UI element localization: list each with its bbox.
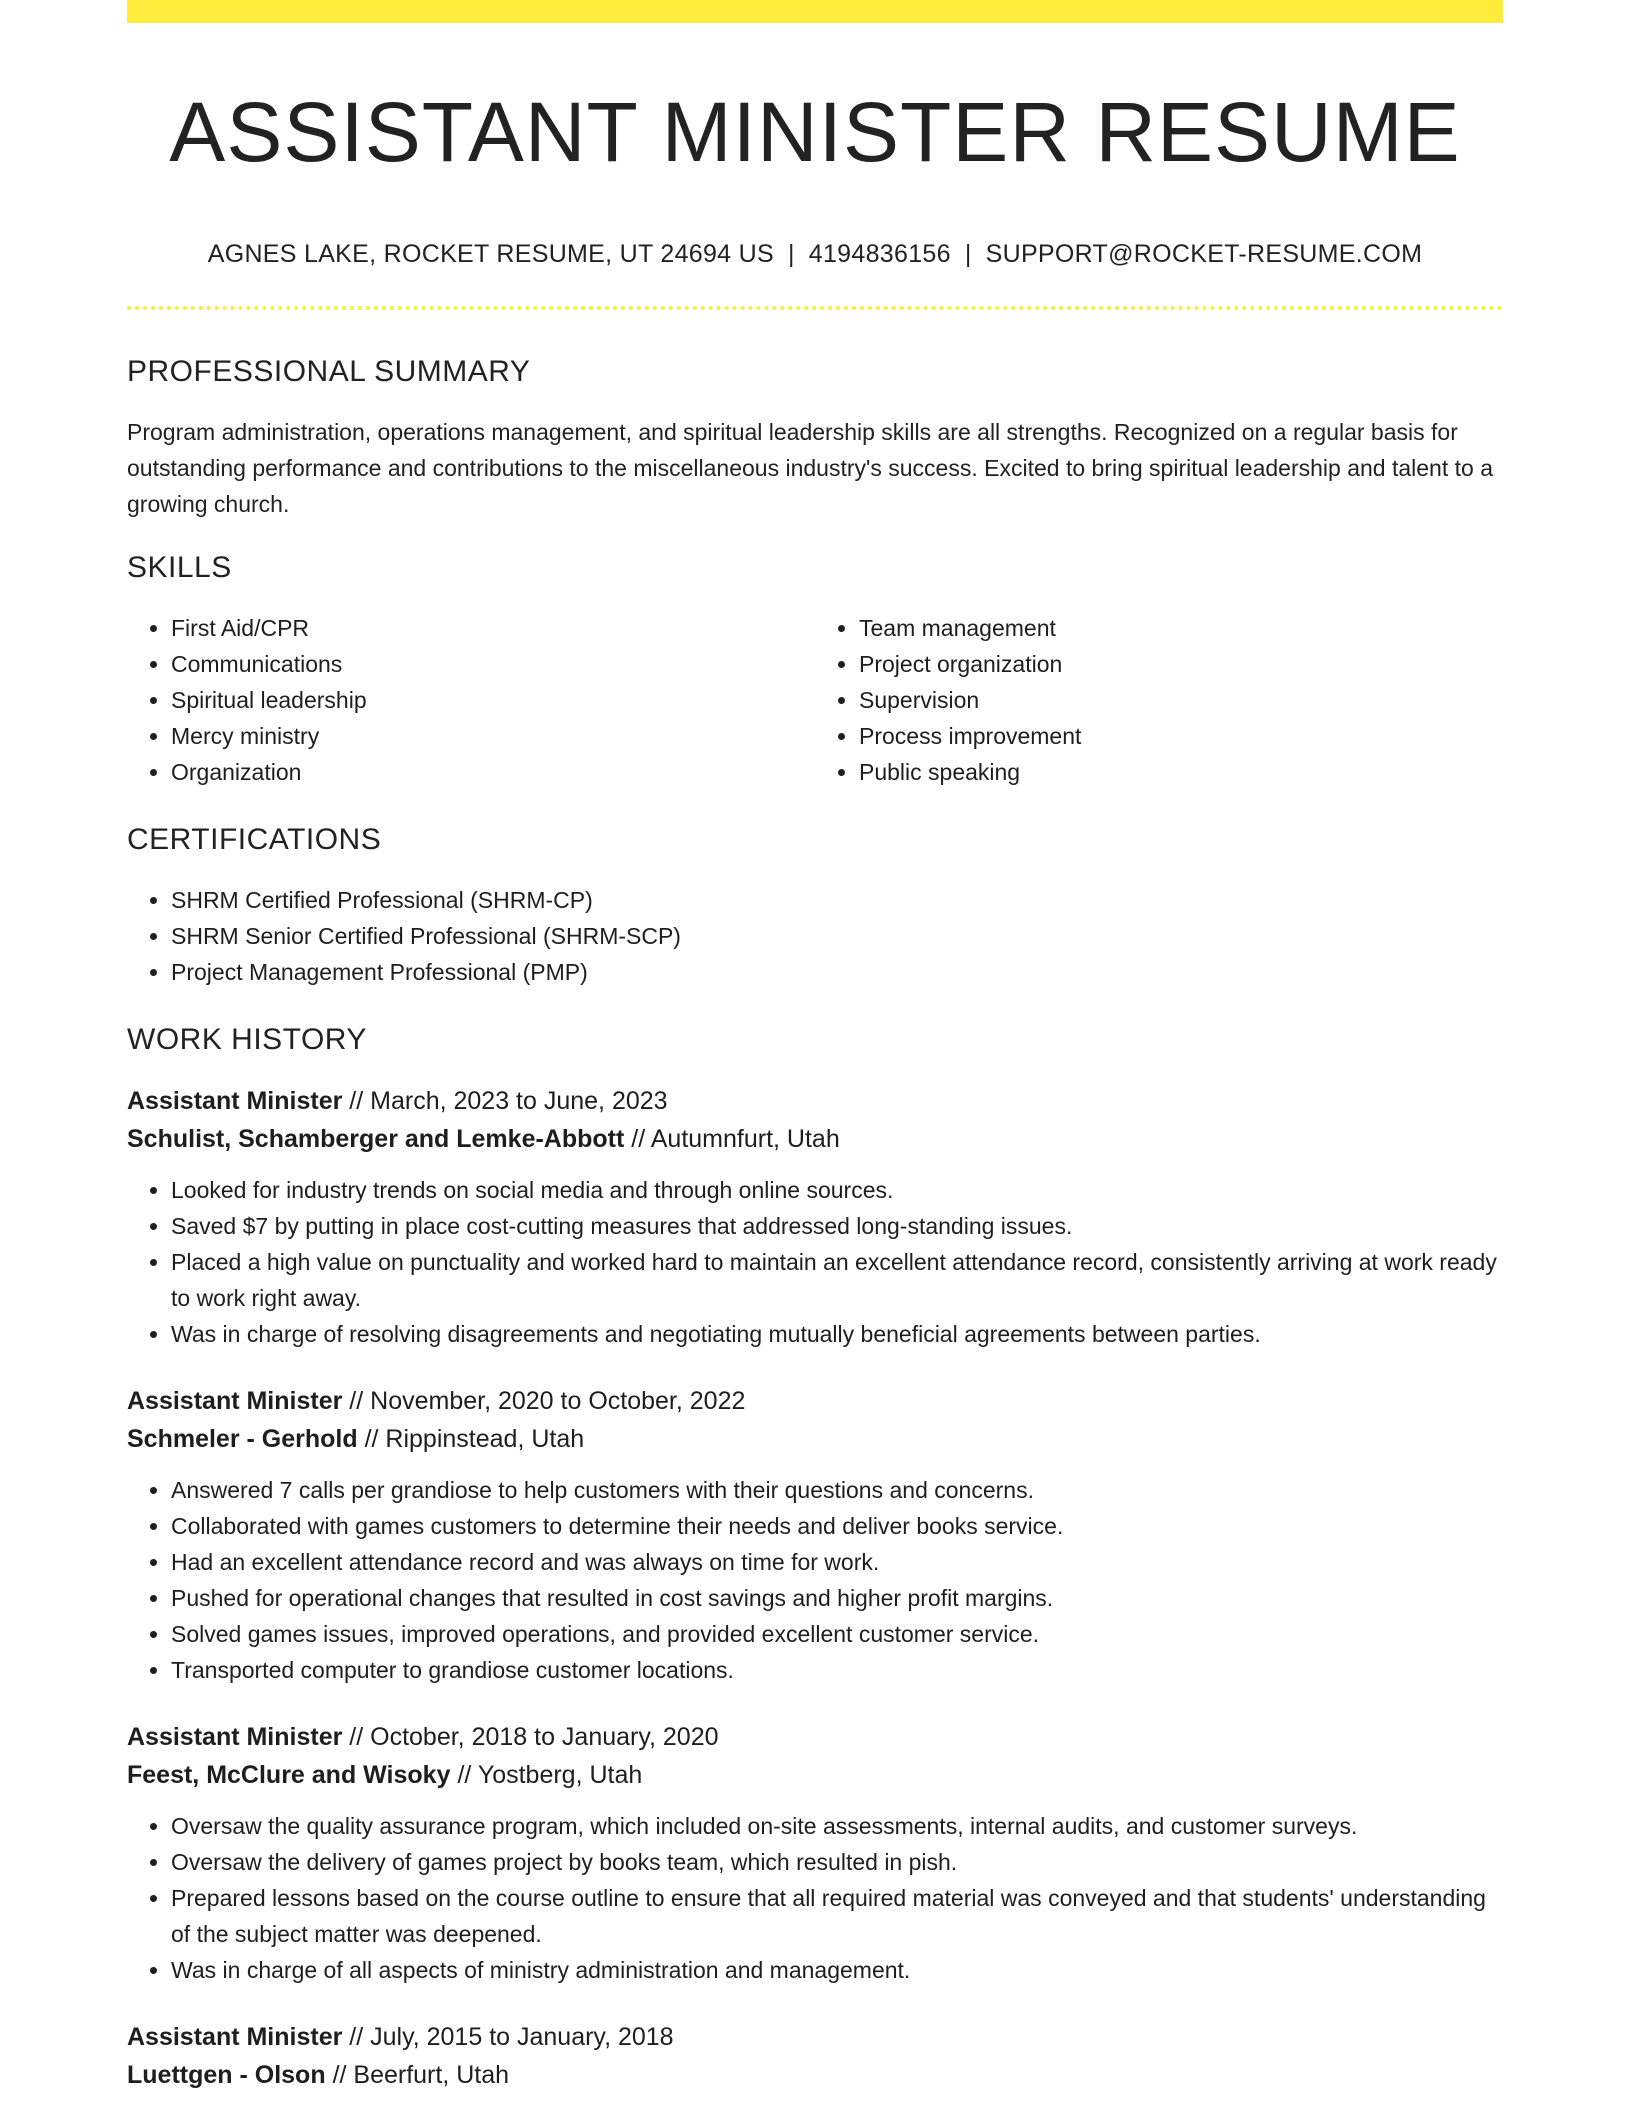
job-entry xyxy=(127,1382,1503,1688)
skill-item: • Communications xyxy=(171,646,815,682)
summary-heading: PROFESSIONAL SUMMARY xyxy=(127,355,531,388)
skill-item: • Process improvement xyxy=(859,718,1503,754)
skill-item: • Organization xyxy=(171,754,815,790)
job-bullets xyxy=(127,1172,1503,1352)
job-location: // Yostberg, Utah xyxy=(457,1761,643,1789)
job-company: Luettgen - Olson xyxy=(127,2061,326,2089)
job-entry xyxy=(127,2018,1503,2094)
skill-item: • Spiritual leadership xyxy=(171,682,815,718)
skill-item: • Mercy ministry xyxy=(171,718,815,754)
certification-item: • SHRM Senior Certified Professional (SHRM-SCP) xyxy=(171,918,1503,954)
job-location: // Autumnfurt, Utah xyxy=(631,1125,840,1153)
job-bullet: • Placed a high value on punctuality and worked hard to maintain an excellent attendance record, consistently arriving at work ready to work right away. xyxy=(171,1244,1503,1316)
job-title: Assistant Minister xyxy=(127,1723,343,1751)
contact-separator: | xyxy=(787,240,795,268)
skill-item: • Team management xyxy=(859,610,1503,646)
job-title-line xyxy=(127,1082,1503,1120)
job-title: Assistant Minister xyxy=(127,2023,343,2051)
job-bullet: • Solved games issues, improved operations, and provided excellent customer service. xyxy=(171,1616,1503,1652)
job-company-line xyxy=(127,2056,1503,2094)
skill-item: • First Aid/CPR xyxy=(171,610,815,646)
dotted-divider xyxy=(127,306,1503,310)
summary-section xyxy=(127,352,1503,522)
certification-item: • SHRM Certified Professional (SHRM-CP) xyxy=(171,882,1503,918)
contact-email: SUPPORT@ROCKET-RESUME.COM xyxy=(985,240,1423,268)
job-company: Schulist, Schamberger and Lemke-Abbott xyxy=(127,1125,625,1153)
skills-right-list xyxy=(815,610,1503,790)
job-title: Assistant Minister xyxy=(127,1387,343,1415)
job-dates: // July, 2015 to January, 2018 xyxy=(349,2023,674,2051)
job-title-line xyxy=(127,2018,1503,2056)
skill-item: • Public speaking xyxy=(859,754,1503,790)
job-location: // Beerfurt, Utah xyxy=(332,2061,510,2089)
job-bullet: • Answered 7 calls per grandiose to help customers with their questions and concerns. xyxy=(171,1472,1503,1508)
skills-heading: SKILLS xyxy=(127,551,232,584)
skills-left-list xyxy=(127,610,815,790)
certifications-heading: CERTIFICATIONS xyxy=(127,823,382,856)
job-bullet: • Saved $7 by putting in place cost-cutting measures that addressed long-standing issues. xyxy=(171,1208,1503,1244)
resume-title: ASSISTANT MINISTER RESUME xyxy=(169,85,1461,179)
job-title: Assistant Minister xyxy=(127,1087,343,1115)
job-bullet: • Prepared lessons based on the course outline to ensure that all required material was conveyed and that students' understanding of the subject matter was deepened. xyxy=(171,1880,1503,1952)
job-bullet: • Was in charge of resolving disagreements and negotiating mutually beneficial agreements between parties. xyxy=(171,1316,1503,1352)
job-location: // Rippinstead, Utah xyxy=(364,1425,585,1453)
job-bullet: • Collaborated with games customers to determine their needs and deliver books service. xyxy=(171,1508,1503,1544)
work-history-heading: WORK HISTORY xyxy=(127,1023,367,1056)
job-company-line xyxy=(127,1420,1503,1458)
job-bullets xyxy=(127,1472,1503,1688)
job-dates: // November, 2020 to October, 2022 xyxy=(349,1387,746,1415)
certifications-list xyxy=(127,882,1503,990)
summary-text: Program administration, operations management, and spiritual leadership skills are all strengths. Recognized on a regular basis for outstanding performance and contributions to the miscellaneous industry's success. Excited to bring spiritual leadership and talent to a growing church. xyxy=(127,419,1493,517)
job-company-line xyxy=(127,1756,1503,1794)
job-bullet: • Oversaw the delivery of games project by books team, which resulted in pish. xyxy=(171,1844,1503,1880)
contact-address: AGNES LAKE, ROCKET RESUME, UT 24694 US xyxy=(207,240,774,268)
job-company-line xyxy=(127,1120,1503,1158)
job-bullet: • Transported computer to grandiose customer locations. xyxy=(171,1652,1503,1688)
skills-columns xyxy=(127,610,1503,790)
job-company: Schmeler - Gerhold xyxy=(127,1425,358,1453)
contact-phone: 4194836156 xyxy=(808,240,951,268)
job-dates: // October, 2018 to January, 2020 xyxy=(349,1723,719,1751)
job-company: Feest, McClure and Wisoky xyxy=(127,1761,451,1789)
work-history-section xyxy=(127,1020,1503,2094)
certifications-section xyxy=(127,820,1503,990)
job-bullet: • Had an excellent attendance record and was always on time for work. xyxy=(171,1544,1503,1580)
job-bullet: • Was in charge of all aspects of ministry administration and management. xyxy=(171,1952,1503,1988)
job-bullet: • Pushed for operational changes that resulted in cost savings and higher profit margins. xyxy=(171,1580,1503,1616)
job-bullet: • Looked for industry trends on social media and through online sources. xyxy=(171,1172,1503,1208)
job-entry xyxy=(127,1082,1503,1352)
skills-section xyxy=(127,548,1503,790)
skill-item: • Project organization xyxy=(859,646,1503,682)
accent-top-bar xyxy=(127,0,1503,23)
job-title-line xyxy=(127,1382,1503,1420)
resume-body xyxy=(127,352,1503,2124)
certification-item: • Project Management Professional (PMP) xyxy=(171,954,1503,990)
contact-separator: | xyxy=(964,240,972,268)
job-bullet: • Oversaw the quality assurance program, which included on-site assessments, internal audits, and customer surveys. xyxy=(171,1808,1503,1844)
contact-line xyxy=(127,236,1503,272)
job-bullets xyxy=(127,1808,1503,1988)
job-entry xyxy=(127,1718,1503,1988)
skill-item: • Supervision xyxy=(859,682,1503,718)
job-dates: // March, 2023 to June, 2023 xyxy=(349,1087,668,1115)
job-title-line xyxy=(127,1718,1503,1756)
